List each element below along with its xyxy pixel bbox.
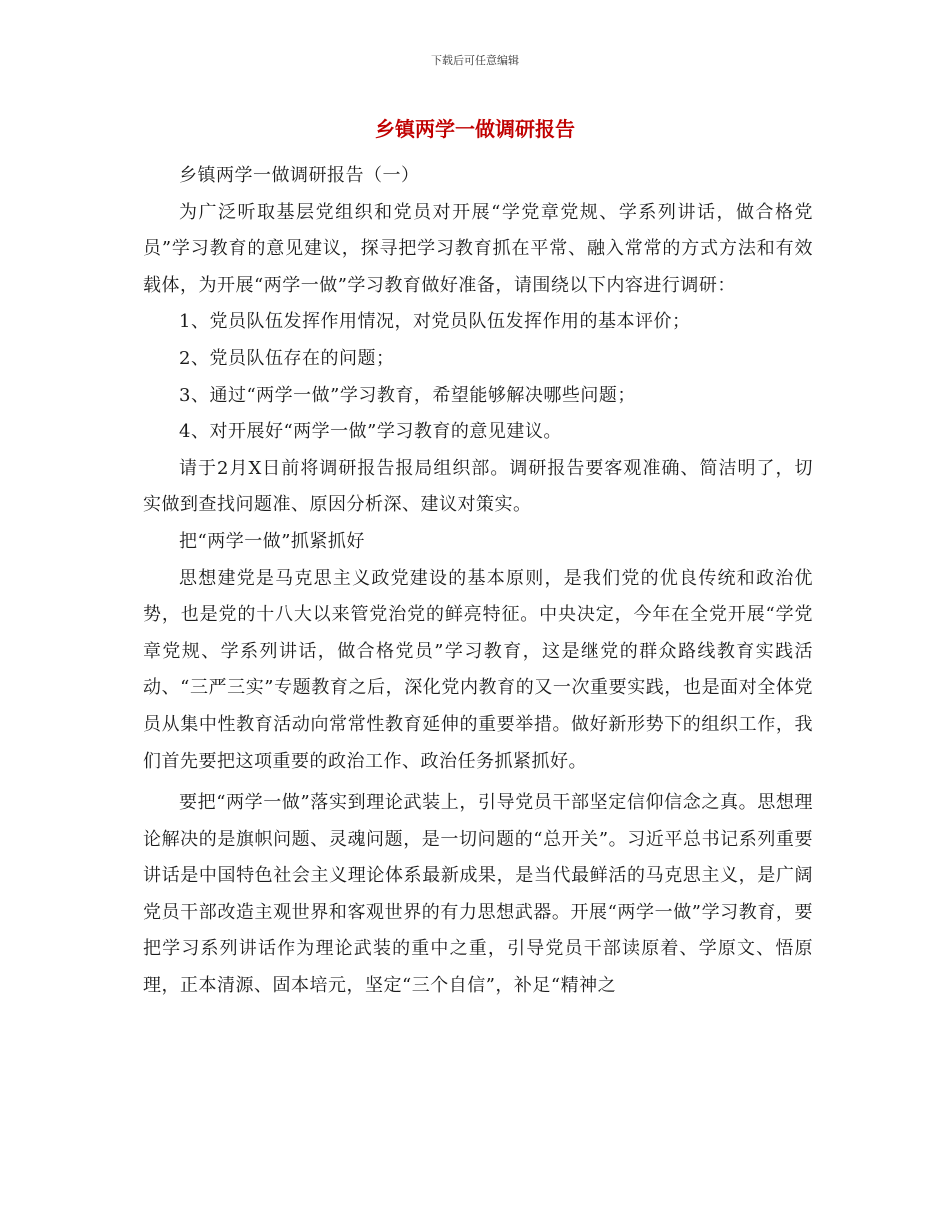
paragraph: 请于2月X日前将调研报告报局组织部。调研报告要客观准确、简洁明了，切实做到查找问题准、原因分析深、建议对策实。 [143,457,813,516]
paragraph: 思想建党是马克思主义政党建设的基本原则，是我们党的优良传统和政治优势，也是党的十八大以来管党治党的鲜亮特征。中央决定，今年在全党开展“学党章党规、学系列讲话，做合格党员”学习教育，这是继党的群众路线教育实践活动、“三严三实”专题教育之后，深化党内教育的又一次重要实践，也是面对全体党员从集中性教育活动向常常性教育延伸的重要举措。做好新形势下的组织工作，我们首先要把这项重要的政治工作、政治任务抓紧抓好。 [143,567,813,772]
document-title: 乡镇两学一做调研报告 [375,117,575,141]
list-item: 2、党员队伍存在的问题； [179,347,395,369]
paragraph: 要把“两学一做”落实到理论武装上，引导党员干部坚定信仰信念之真。思想理论解决的是旗帜问题、灵魂问题，是一切问题的“总开关”。习近平总书记系列重要讲话是中国特色社会主义理论体系最新成果，是当代最鲜活的马克思主义，是广阔党员干部改造主观世界和客观世界的有力思想武器。开展“两学一做”学习教育，要把学习系列讲话作为理论武装的重中之重，引导党员干部读原着、学原文、悟原理，正本清源、固本培元，坚定“三个自信”，补足“精神之 [143,792,813,997]
list-item: 3、通过“两学一做”学习教育，希望能够解决哪些问题； [179,384,636,406]
list-item: 4、对开展好“两学一做”学习教育的意见建议。 [179,421,562,443]
paragraph-subtitle: 乡镇两学一做调研报告（一） [179,165,420,186]
section-heading: 把“两学一做”抓紧抓好 [179,530,365,552]
paragraph: 为广泛听取基层党组织和党员对开展“学党章党规、学系列讲话，做合格党员”学习教育的意见建议，探寻把学习教育抓在平常、融入常常的方式方法和有效载体，为开展“两学一做”学习教育做好准备，请围绕以下内容进行调研： [143,201,813,296]
document-body [143,158,813,1005]
header-note: 下载后可任意编辑 [431,54,519,67]
list-item: 1、党员队伍发挥作用情况，对党员队伍发挥作用的基本评价； [179,311,691,333]
